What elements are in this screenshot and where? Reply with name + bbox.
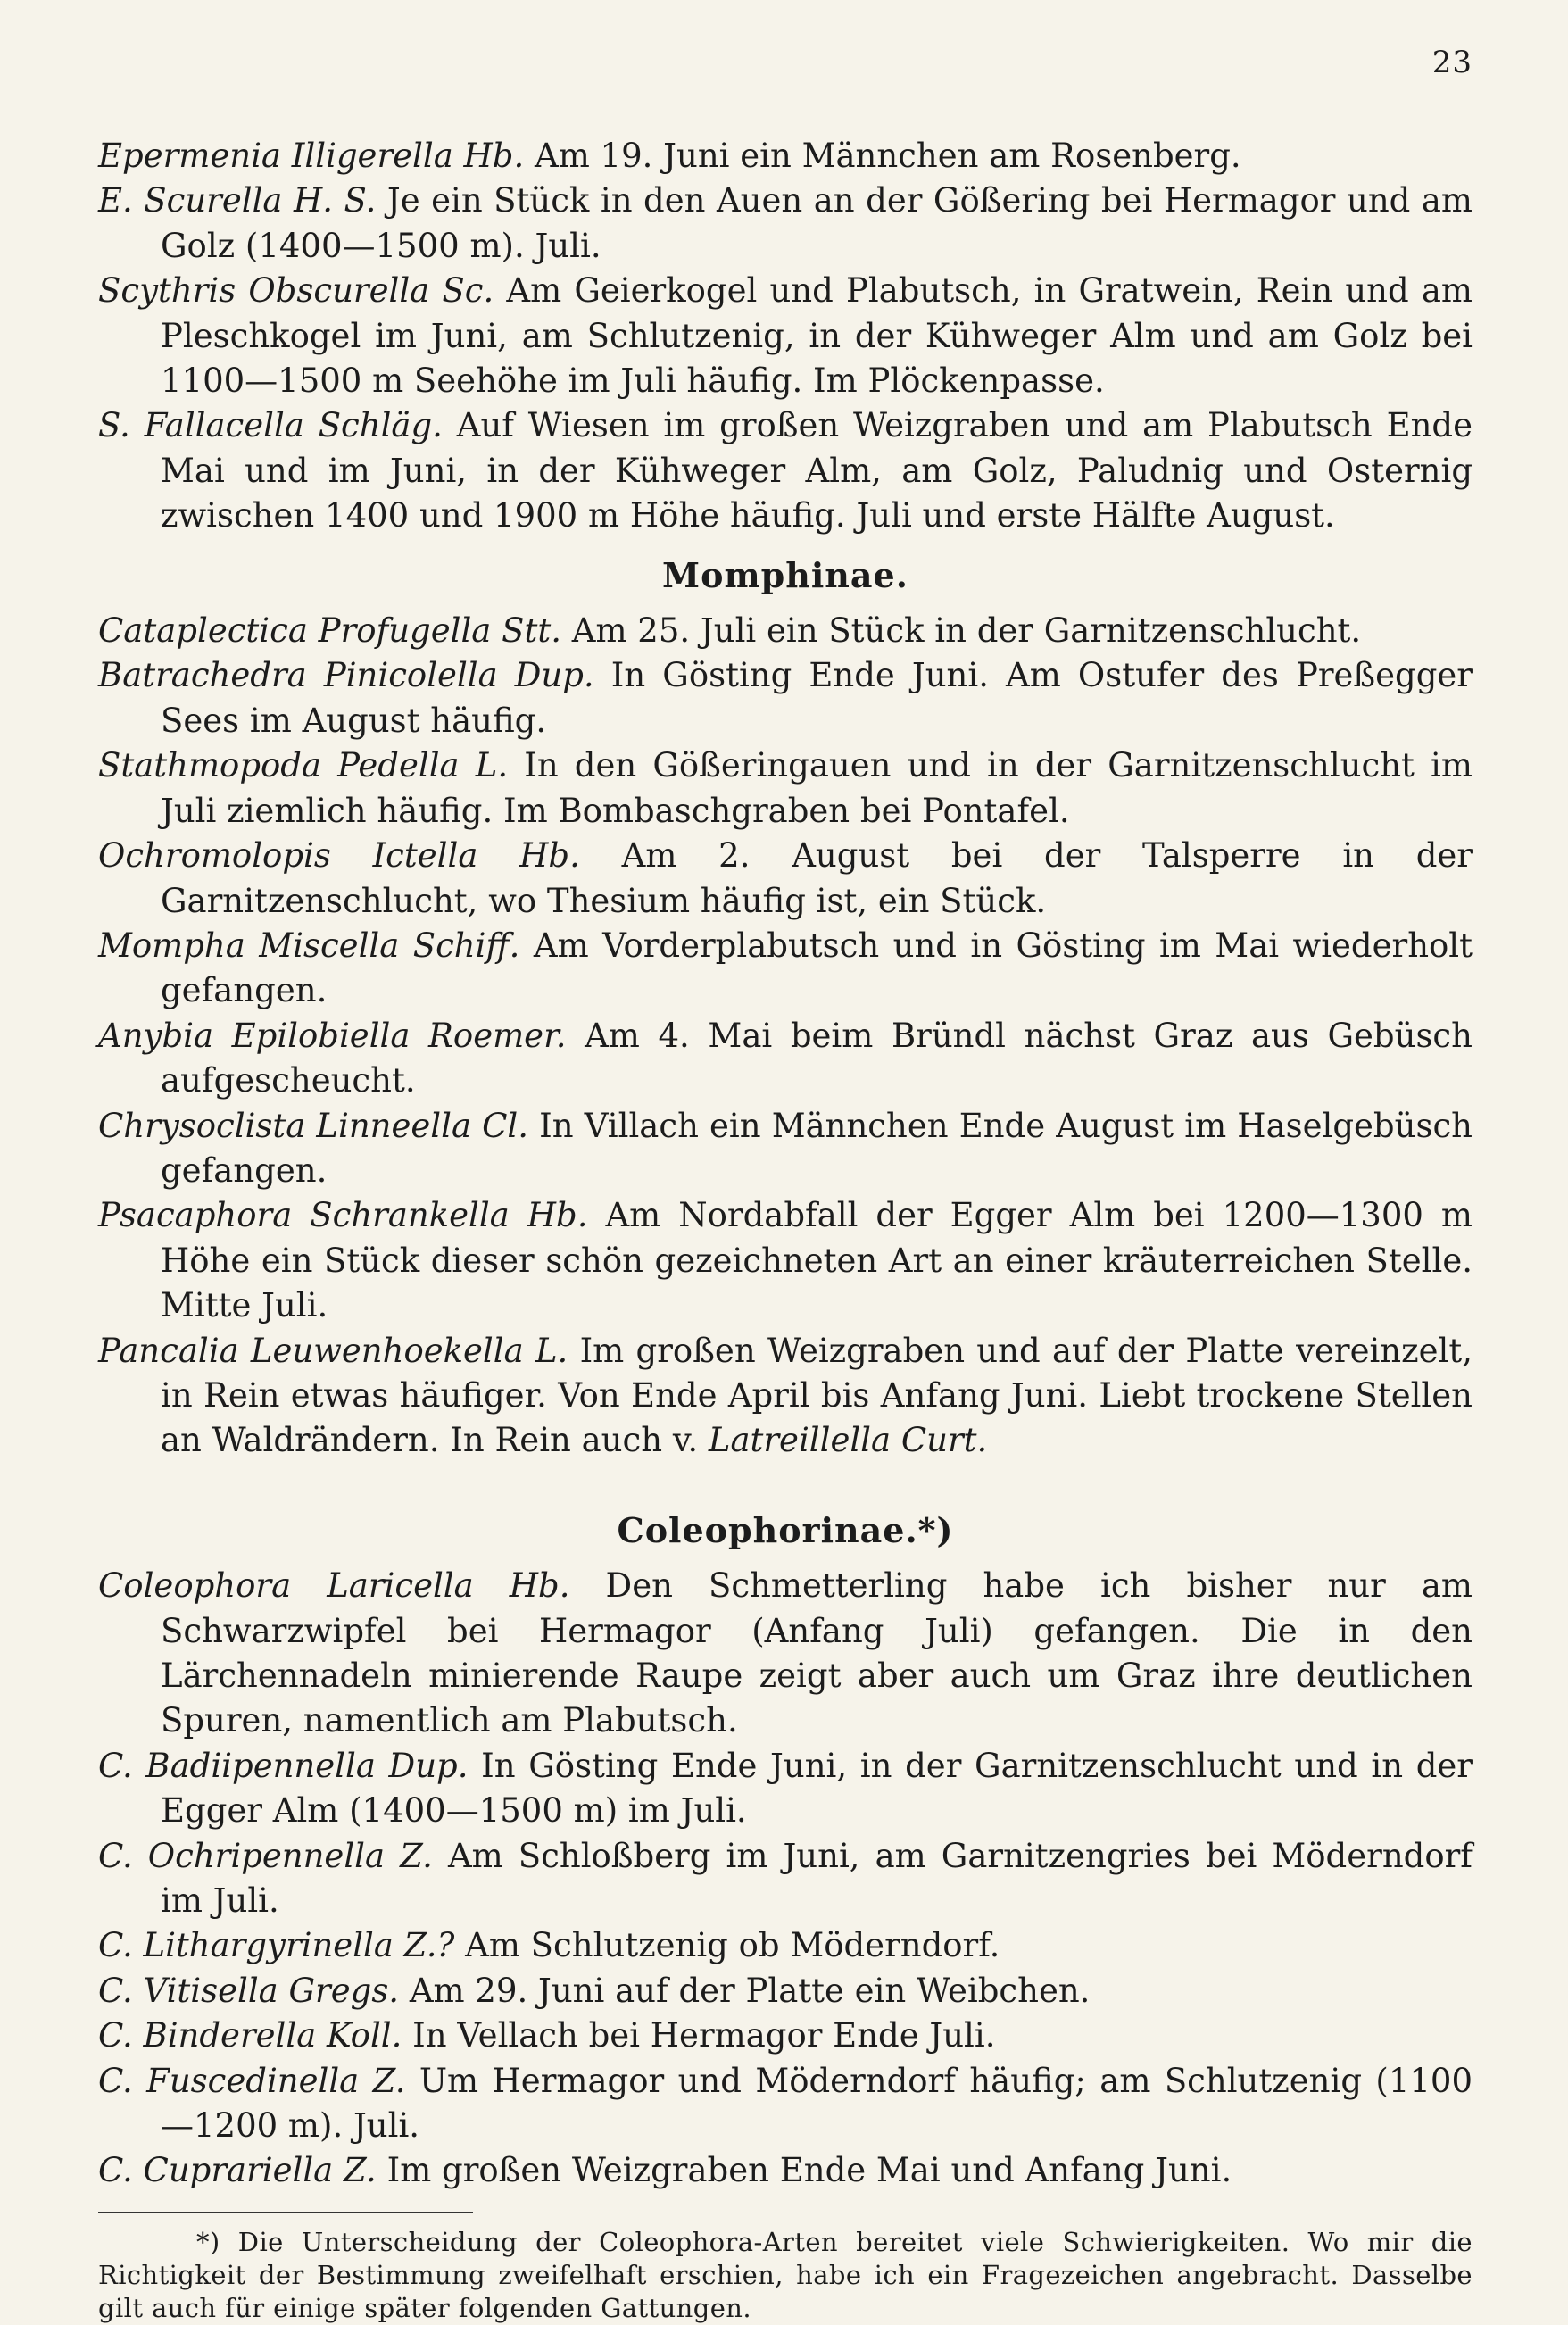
entry-group-scythridinae [98, 134, 1473, 539]
species-name: Psacaphora Schrankella Hb. [98, 1196, 588, 1235]
species-text: Am Schloßberg im Juni, am Garnitzengries bei Möderndorf im Juli. [161, 1836, 1473, 1921]
species-text: Am Schlutzenig ob Möderndorf. [454, 1926, 1000, 1965]
species-name: Epermenia Illigerella Hb. [98, 137, 525, 175]
species-entry [98, 2059, 1473, 2149]
species-text: Am Nordabfall der Egger Alm bei 1200—1300 m Höhe ein Stück dieser schön gezeichneten Art an einer kräuterreichen Stelle. Mitte Juli. [161, 1196, 1473, 1325]
species-name: Chrysoclista Linneella Cl. [98, 1106, 529, 1145]
species-entry [98, 653, 1473, 743]
species-text: Auf Wiesen im großen Weizgraben und am Plabutsch Ende Mai und im Juni, in der Kühweger Alm, am Golz, Paludnig und Osternig zwischen 1400 und 1900 m Höhe häufig. Juli und erste Hälfte August. [161, 406, 1473, 536]
species-text: Am 25. Juli ein Stück in der Garnitzenschlucht. [560, 611, 1362, 651]
species-name: Ochromolopis Ictella Hb. [98, 836, 580, 876]
species-name: Scythris Obscurella Sc. [98, 271, 494, 311]
species-name: C. Vitisella Gregs. [98, 1971, 400, 2010]
species-text: Am 19. Juni ein Männchen am Rosenberg. [524, 137, 1241, 175]
species-text: In Gösting Ende Juni, in der Garnitzenschlucht und in der Egger Alm (1400—1500 m) im Juli. [161, 1746, 1473, 1831]
species-text: Am 2. August bei der Talsperre in der Garnitzenschlucht, wo Thesium häufig ist, ein Stück. [161, 836, 1473, 920]
species-text: Am 4. Mai beim Bründl nächst Graz aus Gebüsch aufgescheucht. [161, 1016, 1473, 1100]
species-name: Mompha Miscella Schiff. [98, 926, 520, 965]
species-entry [98, 1969, 1473, 2014]
species-text: In Villach ein Männchen Ende August im Haselgebüsch gefangen. [161, 1106, 1473, 1190]
entry-group-momphinae [98, 609, 1473, 1464]
species-text: Am 29. Juni auf der Platte ein Weibchen. [399, 1971, 1091, 2010]
species-text: Den Schmetterling habe ich bisher nur am Schwarzwipfel bei Hermagor (Anfang Juli) gefangen. Die in den Lärchennadeln minierende Raupe zeigt aber auch um Graz ihre deutlichen Spuren, namentlich am Plabutsch. [161, 1566, 1473, 1740]
species-entry [98, 743, 1473, 834]
species-text: Am Geierkogel und Plabutsch, in Gratwein, Rein und am Pleschkogel im Juni, am Schlutzenig, in der Kühweger Alm und am Golz bei 1100—1500 m Seehöhe im Juli häufig. Im Plöckenpasse. [161, 271, 1473, 401]
species-text: In Vellach bei Hermagor Ende Juli. [402, 2016, 996, 2055]
species-text: Im großen Weizgraben Ende Mai und Anfang Juni. [376, 2151, 1232, 2190]
species-name: C. Lithargyrinella Z.? [98, 1926, 455, 1965]
species-name: Cataplectica Profugella Stt. [98, 611, 561, 651]
species-entry [98, 403, 1473, 538]
species-name: C. Fuscedinella Z. [98, 2061, 406, 2100]
page-number: 23 [1431, 45, 1473, 80]
page-body [98, 134, 1473, 2325]
species-entry [98, 2148, 1473, 2193]
species-text: Im großen Weizgraben und auf der Platte vereinzelt, in Rein etwas häufiger. Von Ende April bis Anfang Juni. Liebt trockene Stellen an Waldrändern. In Rein auch v. [161, 1331, 1473, 1460]
species-name: Batrachedra Pinicolella Dup. [98, 656, 594, 695]
species-entry [98, 1564, 1473, 1744]
species-entry [98, 1923, 1473, 1968]
species-entry [98, 1329, 1473, 1464]
species-entry [98, 269, 1473, 403]
species-entry [98, 1834, 1473, 1924]
species-entry [98, 924, 1473, 1014]
species-name: C. Badiipennella Dup. [98, 1746, 469, 1785]
species-text: Um Hermagor und Möderndorf häufig; am Schlutzenig (1100—1200 m). Juli. [161, 2061, 1473, 2146]
species-name: Anybia Epilobiella Roemer. [98, 1016, 567, 1055]
species-text: In den Gößeringauen und in der Garnitzenschlucht im Juli ziemlich häufig. Im Bombaschgraben bei Pontafel. [161, 746, 1473, 830]
species-name: C. Binderella Koll. [98, 2016, 402, 2055]
species-entry [98, 1193, 1473, 1328]
species-text: In Gösting Ende Juni. Am Ostufer des Preßegger Sees im August häufig. [161, 656, 1473, 740]
species-name: Coleophora Laricella Hb. [98, 1566, 570, 1606]
footnote: *) Die Unterscheidung der Coleophora-Arten bereitet viele Schwierigkeiten. Wo mir die Richtigkeit der Bestimmung zweifelhaft erschien, habe ich ein Fragezeichen angebracht. Dasselbe gilt auch für einige später folgenden Gattungen. [98, 2226, 1473, 2323]
footnote-divider [98, 2212, 473, 2213]
species-name: Stathmopoda Pedella L. [98, 746, 509, 785]
variety-name: Latreillella Curt. [708, 1421, 988, 1460]
species-name: C. Cuprariella Z. [98, 2151, 377, 2190]
species-text: Je ein Stück in den Auen an der Gößering bei Hermagor und am Golz (1400—1500 m). Juli. [161, 181, 1473, 265]
species-entry [98, 1744, 1473, 1834]
section-heading-coleophorinae: Coleophorinae.*) [617, 1509, 954, 1550]
species-entry [98, 134, 1473, 179]
species-entry [98, 834, 1473, 924]
species-entry [98, 2014, 1473, 2058]
species-entry [98, 1014, 1473, 1104]
species-entry [98, 609, 1473, 653]
species-name: S. Fallacella Schläg. [98, 406, 443, 445]
species-entry [98, 179, 1473, 269]
section-heading-momphinae: Momphinae. [662, 554, 908, 595]
species-name: Pancalia Leuwenhoekella L. [98, 1331, 568, 1370]
species-name: E. Scurella H. S. [98, 181, 377, 220]
entry-group-coleophorinae [98, 1564, 1473, 2194]
species-text: Am Vorderplabutsch und in Gösting im Mai wiederholt gefangen. [161, 926, 1473, 1010]
species-name: C. Ochripennella Z. [98, 1836, 433, 1875]
species-entry [98, 1104, 1473, 1194]
